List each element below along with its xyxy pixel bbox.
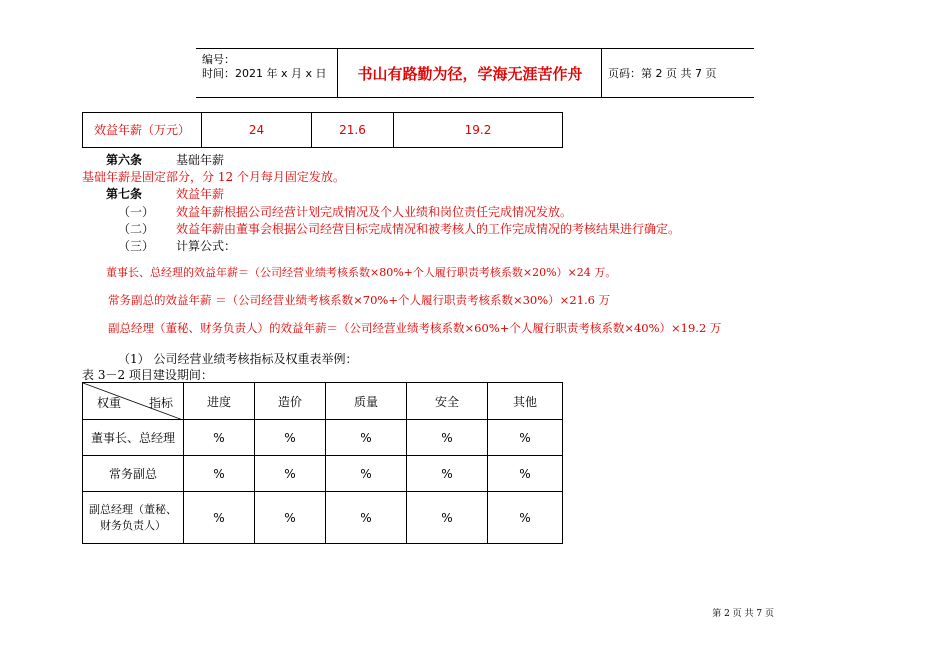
item-text: 效益年薪根据公司经营计划完成情况及个人业绩和岗位责任完成情况发放。 (176, 205, 573, 219)
item-number: （一） (118, 205, 155, 219)
table-row (83, 420, 563, 456)
salary-value: 24 (202, 113, 312, 148)
article-7-heading: 效益年薪 (176, 187, 225, 201)
corner-cell (83, 383, 184, 420)
table-cell: % (488, 492, 563, 544)
table-cell: % (255, 420, 326, 456)
column-header: 质量 (326, 383, 407, 420)
item-number: （三） (118, 239, 155, 253)
page-footer: 第 2 页 共 7 页 (712, 609, 774, 619)
number-label: 编号： (202, 53, 235, 66)
formula-vp: 副总经理（董秘、财务负责人）的效益年薪＝（公司经营业绩考核系数×60%+个人履行职责考核系数×40%）×19.2 万 (108, 321, 722, 335)
salary-table (82, 112, 563, 148)
header-meta (196, 49, 338, 97)
header-page-label: 页码：第 2 页 共 7 页 (608, 67, 717, 80)
column-header: 造价 (255, 383, 326, 420)
table-cell: % (407, 420, 488, 456)
table-cell: % (184, 492, 255, 544)
table-row (83, 492, 563, 544)
article-6-body: 基础年薪是固定部分，分 12 个月每月固定发放。 (82, 170, 345, 184)
item-text: 效益年薪由董事会根据公司经营目标完成情况和被考核人的工作完成情况的考核结果进行确定。 (176, 222, 681, 236)
table-cell: % (407, 456, 488, 492)
table-cell: % (488, 420, 563, 456)
salary-value: 19.2 (394, 113, 563, 148)
item-number: （二） (118, 222, 155, 236)
table-cell: % (326, 492, 407, 544)
row-label: 副总经理（董秘、财务负责人） (83, 492, 184, 544)
salary-label: 效益年薪（万元） (83, 113, 202, 148)
table-cell: % (184, 456, 255, 492)
table-cell: % (326, 420, 407, 456)
table-cell: % (255, 492, 326, 544)
article-7-title: 第七条 (106, 187, 143, 201)
corner-left-label: 权重 (97, 396, 122, 410)
article-6-heading: 基础年薪 (176, 153, 225, 167)
table-cell: % (184, 420, 255, 456)
time-label: 时间：2021 年 x 月 x 日 (202, 67, 327, 80)
table-cell: % (255, 456, 326, 492)
column-header: 进度 (184, 383, 255, 420)
corner-right-label: 指标 (149, 396, 174, 410)
column-header: 其他 (488, 383, 563, 420)
table-caption: 表 3－2 项目建设期间： (82, 368, 213, 382)
row-label: 常务副总 (83, 456, 184, 492)
salary-value: 21.6 (312, 113, 394, 148)
table-cell: % (326, 456, 407, 492)
row-label: 董事长、总经理 (83, 420, 184, 456)
table-row (83, 456, 563, 492)
page-header (196, 48, 754, 98)
column-header: 安全 (407, 383, 488, 420)
weight-table (82, 382, 563, 544)
formula-executive-vp: 常务副总的效益年薪 ＝（公司经营业绩考核系数×70%+个人履行职责考核系数×30%）×21.6 万 (108, 293, 611, 307)
header-motto: 书山有路勤为径，学海无涯苦作舟 (339, 49, 602, 97)
subsection-1: （1） 公司经营业绩考核指标及权重表举例： (118, 352, 358, 366)
table-cell: % (407, 492, 488, 544)
formula-chairman: 董事长、总经理的效益年薪＝（公司经营业绩考核系数×80%+个人履行职责考核系数×20%）×24 万。 (106, 266, 617, 279)
article-6-title: 第六条 (106, 153, 143, 167)
table-cell: % (488, 456, 563, 492)
item-text: 计算公式： (176, 239, 237, 253)
